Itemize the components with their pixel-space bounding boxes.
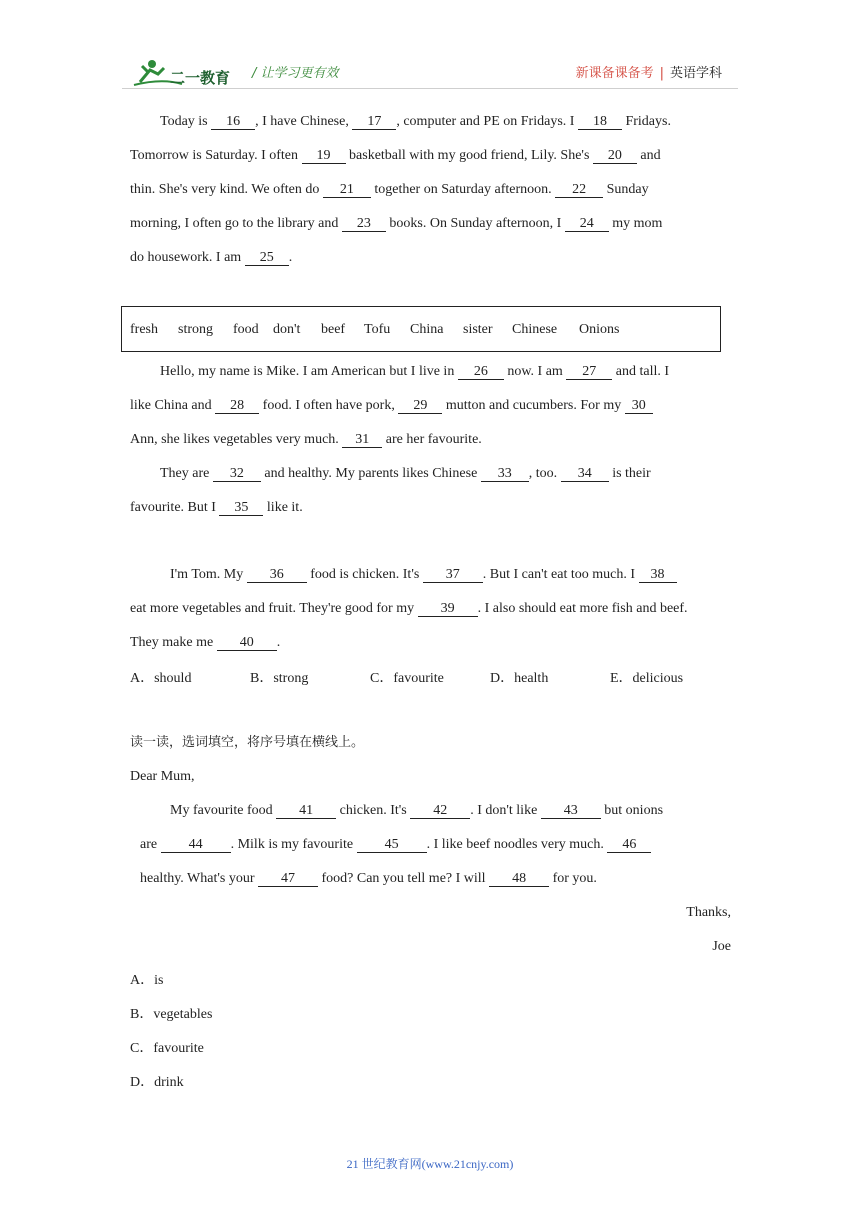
letter-thanks: Thanks, bbox=[686, 905, 731, 920]
word-item: food bbox=[233, 322, 259, 337]
blank-34[interactable]: 34 bbox=[561, 467, 609, 482]
blank-41[interactable]: 41 bbox=[276, 804, 336, 819]
blank-16[interactable]: 16 bbox=[211, 115, 255, 130]
letter-line2: are 44 . Milk is my favourite 45 . I like beef noodles very much. 46 bbox=[140, 828, 731, 862]
option-b: B．strong bbox=[250, 671, 309, 686]
svg-text:二一教育: 二一教育 bbox=[170, 69, 231, 87]
header-tag: 新课备课备考 | 英语学科 bbox=[575, 66, 722, 81]
page-header bbox=[0, 0, 860, 95]
blank-39[interactable]: 39 bbox=[418, 602, 478, 617]
blank-20[interactable]: 20 bbox=[593, 149, 637, 164]
blank-43[interactable]: 43 bbox=[541, 804, 601, 819]
passage1-line5: do housework. I am 25 . bbox=[130, 250, 293, 265]
header-divider bbox=[122, 88, 738, 89]
letter-signature: Joe bbox=[712, 939, 731, 954]
word-item: strong bbox=[178, 322, 213, 337]
blank-48[interactable]: 48 bbox=[489, 872, 549, 887]
passage3-line1: I'm Tom. My 36 food is chicken. It's 37 . But I can't eat too much. I 38 bbox=[130, 558, 731, 592]
blank-44[interactable]: 44 bbox=[161, 838, 231, 853]
blank-28[interactable]: 28 bbox=[215, 399, 259, 414]
passage3-line3: They make me 40 . bbox=[130, 635, 281, 650]
blank-21[interactable]: 21 bbox=[323, 183, 371, 198]
passage2-line5: favourite. But I 35 like it. bbox=[130, 500, 303, 515]
word-item: Tofu bbox=[364, 322, 391, 337]
blank-46[interactable]: 46 bbox=[607, 838, 651, 853]
page-footer: 21 世纪教育网(www.21cnjy.com) bbox=[346, 1157, 514, 1171]
passage1-line3: thin. She's very kind. We often do 21 together on Saturday afternoon. 22 Sunday bbox=[130, 182, 649, 197]
slogan: / 让学习更有效 bbox=[252, 66, 339, 81]
word-item: fresh bbox=[130, 322, 158, 337]
blank-47[interactable]: 47 bbox=[258, 872, 318, 887]
word-item: Onions bbox=[579, 322, 620, 337]
section4-option-b: B．vegetables bbox=[130, 1007, 213, 1022]
word-item: China bbox=[410, 322, 444, 337]
blank-24[interactable]: 24 bbox=[565, 217, 609, 232]
blank-19[interactable]: 19 bbox=[302, 149, 346, 164]
blank-42[interactable]: 42 bbox=[410, 804, 470, 819]
letter-line3: healthy. What's your 47 food? Can you tell me? I will 48 for you. bbox=[140, 871, 597, 886]
letter-greeting: Dear Mum, bbox=[130, 769, 195, 784]
passage2-line1: Hello, my name is Mike. I am American but I live in 26 now. I am 27 and tall. I bbox=[160, 364, 670, 379]
word-item: Chinese bbox=[512, 322, 558, 337]
blank-25[interactable]: 25 bbox=[245, 251, 289, 266]
blank-32[interactable]: 32 bbox=[213, 467, 261, 482]
option-d: D．health bbox=[490, 671, 549, 686]
option-c: C．favourite bbox=[370, 671, 444, 686]
blank-23[interactable]: 23 bbox=[342, 217, 386, 232]
blank-40[interactable]: 40 bbox=[217, 636, 277, 651]
blank-18[interactable]: 18 bbox=[578, 115, 622, 130]
word-item: sister bbox=[463, 322, 493, 337]
option-a: A．should bbox=[130, 671, 192, 686]
blank-35[interactable]: 35 bbox=[219, 501, 263, 516]
passage2-line2: like China and 28 food. I often have pork, 29 mutton and cucumbers. For my 30 bbox=[130, 389, 731, 423]
passage1-line1: Today is 16 , I have Chinese, 17 , computer and PE on Fridays. I 18 Fridays. bbox=[160, 114, 671, 129]
section4-option-c: C．favourite bbox=[130, 1041, 204, 1056]
word-item: don't bbox=[273, 322, 301, 337]
word-item: beef bbox=[321, 322, 346, 337]
subject-label: 英语学科 bbox=[669, 66, 722, 81]
blank-29[interactable]: 29 bbox=[398, 399, 442, 414]
blank-22[interactable]: 22 bbox=[555, 183, 603, 198]
section4-option-a: A．is bbox=[130, 973, 164, 988]
blank-45[interactable]: 45 bbox=[357, 838, 427, 853]
passage1-line2: Tomorrow is Saturday. I often 19 basketball with my good friend, Lily. She's 20 and bbox=[130, 148, 661, 163]
blank-36[interactable]: 36 bbox=[247, 568, 307, 583]
course-tag: 新课备课备考 bbox=[575, 66, 654, 81]
passage3-line2: eat more vegetables and fruit. They're good for my 39 . I also should eat more fish and beef. bbox=[130, 601, 688, 616]
passage2-line3: Ann, she likes vegetables very much. 31 are her favourite. bbox=[130, 432, 482, 447]
letter-line1: My favourite food 41 chicken. It's 42 . I don't like 43 but onions bbox=[170, 803, 664, 818]
word-bank-box bbox=[121, 306, 721, 352]
blank-31[interactable]: 31 bbox=[342, 433, 382, 448]
blank-17[interactable]: 17 bbox=[352, 115, 396, 130]
blank-27[interactable]: 27 bbox=[566, 365, 612, 380]
blank-30[interactable]: 30 bbox=[625, 399, 653, 414]
section4-instruction: 读一读，选词填空，将序号填在横线上。 bbox=[130, 735, 365, 750]
passage1-line4: morning, I often go to the library and 23 books. On Sunday afternoon, I 24 my mom bbox=[130, 216, 663, 231]
blank-33[interactable]: 33 bbox=[481, 467, 529, 482]
blank-37[interactable]: 37 bbox=[423, 568, 483, 583]
blank-38[interactable]: 38 bbox=[639, 568, 677, 583]
passage2-line4: They are 32 and healthy. My parents likes Chinese 33 , too. 34 is their bbox=[160, 466, 651, 481]
blank-26[interactable]: 26 bbox=[458, 365, 504, 380]
section4-option-d: D．drink bbox=[130, 1075, 184, 1090]
option-e: E．delicious bbox=[610, 671, 684, 686]
logo-icon bbox=[132, 58, 242, 88]
